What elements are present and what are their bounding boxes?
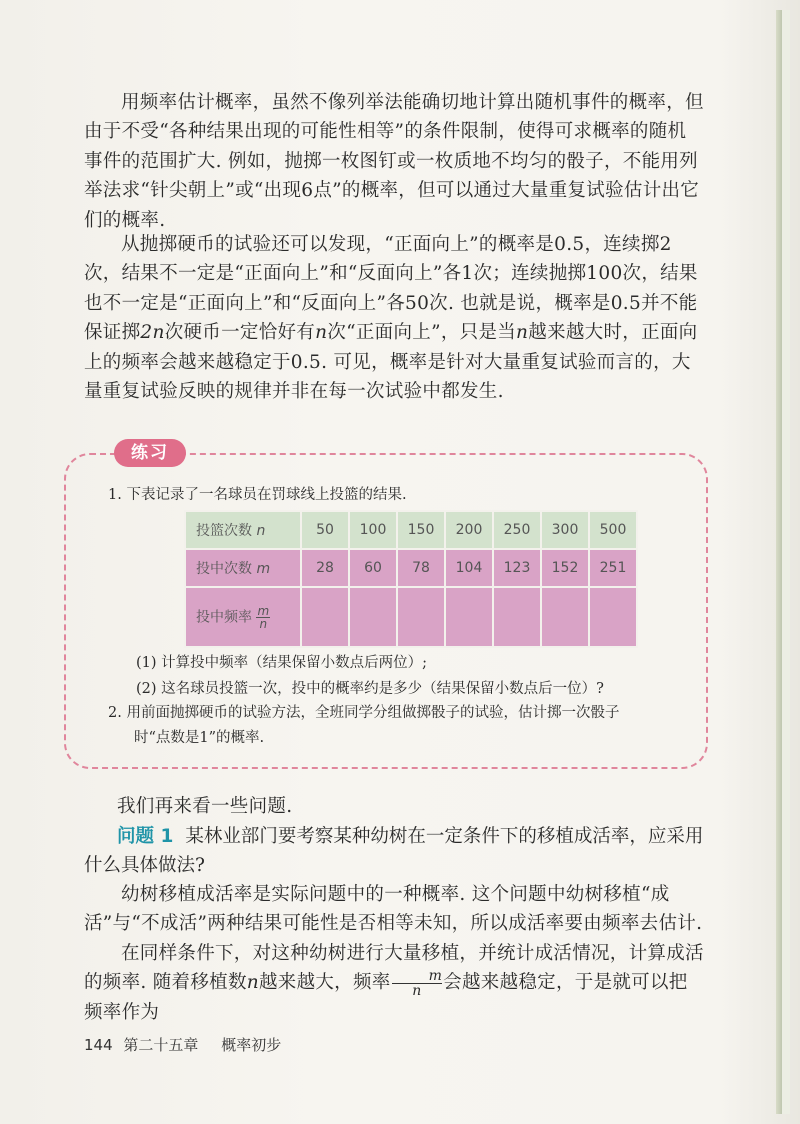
- math-var: 2n: [140, 322, 165, 344]
- row-header-text: 投篮次数: [196, 523, 252, 539]
- fraction: [392, 969, 443, 998]
- table-cell: 250: [493, 511, 541, 549]
- table-cell: 50: [301, 511, 349, 549]
- page-number: 144: [84, 1036, 113, 1054]
- chapter-title: 概率初步: [221, 1036, 282, 1054]
- table-cell: 104: [445, 549, 493, 587]
- text-segment: 次“正面向上”，只是当: [327, 322, 517, 344]
- exercise-tab: 练习: [114, 439, 186, 467]
- shooting-results-table: [184, 510, 638, 648]
- paragraph-text: 我们再来看一些问题.: [117, 796, 293, 817]
- text-segment: 越来越大，频率: [258, 972, 391, 994]
- empty-cell: [349, 587, 397, 647]
- paragraph-survival-rate: [84, 880, 704, 939]
- exercise-subquestion-2: (2) 这名球员投篮一次，投中的概率约是多少（结果保留小数点后一位）?: [136, 681, 604, 697]
- table-cell: 28: [301, 549, 349, 587]
- math-var: n: [256, 523, 266, 539]
- problem-1-cont: 什么具体做法?: [84, 855, 205, 876]
- table-cell: 123: [493, 549, 541, 587]
- table-cell: 60: [349, 549, 397, 587]
- paragraph-text: 用频率估计概率，虽然不像列举法能确切地计算出随机事件的概率，但由于不受“各种结果出现的可能性相等”的条件限制，使得可求概率的随机事件的范围扩大. 例如，抛掷一枚图钉或一枚质地不均匀的骰子，不能用列举法求“针尖朝上”或“出现6点”的概率，但可以通过大量重复试验估计出它们的概率.: [84, 92, 704, 231]
- fraction-denominator: n: [259, 616, 268, 631]
- empty-cell: [301, 587, 349, 647]
- fraction-numerator: m: [392, 969, 443, 984]
- empty-cell: [493, 587, 541, 647]
- paragraph-text: [84, 230, 704, 406]
- table-cell: 500: [589, 511, 637, 549]
- empty-cell: [445, 587, 493, 647]
- paragraph-coin-toss: [84, 230, 704, 406]
- math-var: n: [246, 972, 259, 994]
- problem-1: [117, 822, 707, 851]
- empty-cell: [397, 587, 445, 647]
- exercise-question-1: 1. 下表记录了一名球员在罚球线上投篮的结果.: [108, 487, 407, 503]
- paragraph-transplant: [84, 939, 704, 1027]
- table-cell: 251: [589, 549, 637, 587]
- row-header-text: 投中频率: [196, 609, 252, 625]
- paragraph-text: 幼树移植成活率是实际问题中的一种概率. 这个问题中幼树移植“成活”与“不成活”两种结果可能性是否相等未知，所以成活率要由频率去估计.: [84, 884, 703, 935]
- book-spine: [776, 10, 782, 1114]
- fraction: [256, 605, 270, 630]
- table-row-hits: [185, 549, 637, 587]
- row-header-hits: [185, 549, 301, 587]
- empty-cell: [589, 587, 637, 647]
- page-edge: [782, 10, 790, 1114]
- math-var: n: [516, 322, 529, 344]
- exercise-question-2-cont: 时“点数是1”的概率.: [134, 730, 265, 746]
- table-cell: 200: [445, 511, 493, 549]
- fraction-numerator: m: [257, 603, 270, 618]
- paragraph-intro-problems: [84, 792, 704, 821]
- text-segment: 会越来越稳定，于是就可以把频率作为: [84, 972, 688, 1023]
- text-segment: 越来越大时，正面向上的频率会越来越稳定于0.5. 可见，概率是针对大量重复试验而言的，大量重复试验反映的规律并非在每一次试验中都发生.: [84, 322, 698, 403]
- table-cell: 300: [541, 511, 589, 549]
- table-cell: 78: [397, 549, 445, 587]
- table-cell: 152: [541, 549, 589, 587]
- exercise-question-2: 2. 用前面抛掷硬币的试验方法，全班同学分组做掷骰子的试验，估计掷一次骰子: [108, 705, 620, 721]
- fraction-denominator: n: [412, 982, 422, 999]
- row-header-frequency: [185, 587, 301, 647]
- paragraph-frequency-estimate: [84, 88, 704, 235]
- table-cell: 100: [349, 511, 397, 549]
- table-cell: 150: [397, 511, 445, 549]
- row-header-attempts: [185, 511, 301, 549]
- text-segment: 次硬币一定恰好有: [164, 322, 316, 344]
- paragraph-text: [84, 939, 704, 1027]
- table-row-frequency: [185, 587, 637, 647]
- exercise-subquestion-1: (1) 计算投中频率（结果保留小数点后两位）;: [136, 655, 428, 671]
- problem-label: 问题 1: [117, 826, 174, 847]
- row-header-text: 投中次数: [196, 561, 252, 577]
- empty-cell: [541, 587, 589, 647]
- problem-text: 某林业部门要考察某种幼树在一定条件下的移植成活率，应采用: [185, 826, 704, 847]
- chapter-label: 第二十五章: [123, 1036, 199, 1054]
- math-var: n: [315, 322, 328, 344]
- math-var: m: [256, 561, 271, 577]
- text-segment: 从抛掷硬币的试验还可以发现，“正面向上”的概率是0.5，连续掷2次，结果不一定是“正面向上”和“反面向上”各1次；连续抛掷100次，结果也不一定是“正面向上”和“反面向上”各50次. 也就是说，概率是0.5并不能保证掷: [84, 234, 698, 344]
- page-footer: [84, 1034, 281, 1055]
- table-row-attempts: [185, 511, 637, 549]
- text-segment: 在同样条件下，对这种幼树进行大量移植，并统计成活情况，计算成活的频率. 随着移植数: [84, 943, 704, 994]
